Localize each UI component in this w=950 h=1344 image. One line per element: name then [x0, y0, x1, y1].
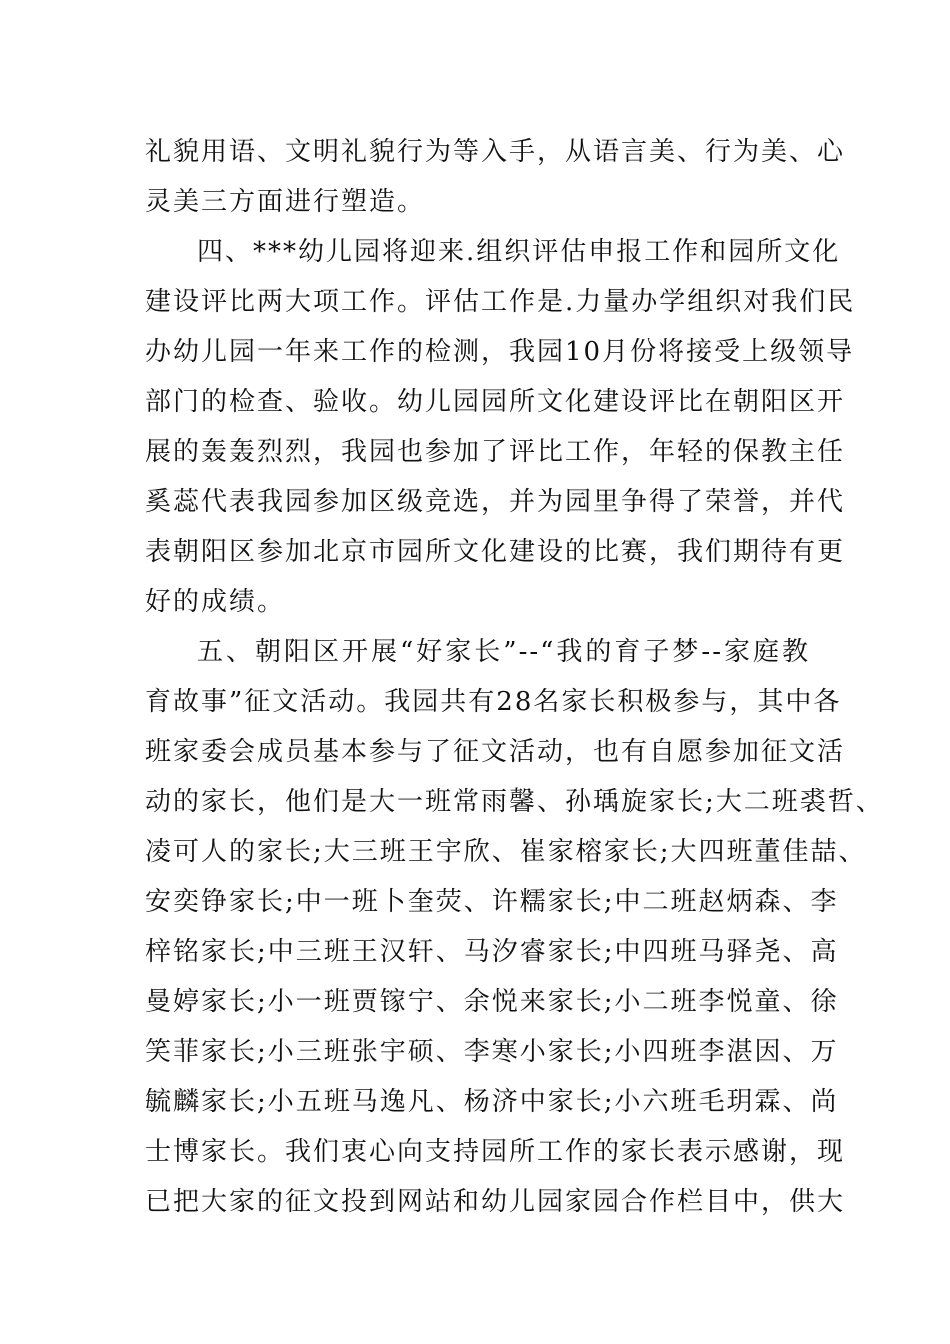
body-text-line: 礼貌用语、文明礼貌行为等入手，从语言美、行为美、心 — [145, 137, 846, 167]
body-text-line: 灵美三方面进行塑造。 — [145, 187, 426, 217]
body-text-line: 奚蕊代表我园参加区级竞选，并为园里争得了荣誉，并代 — [145, 487, 846, 517]
body-text-line: 部门的检查、验收。幼儿园园所文化建设评比在朝阳区开 — [145, 387, 846, 417]
body-text-line: 表朝阳区参加北京市园所文化建设的比赛，我们期待有更 — [145, 537, 846, 567]
body-text-line: 曼婷家长;小一班贾镓宁、余悦来家长;小二班李悦童、徐 — [145, 987, 839, 1017]
body-text-line: 展的轰轰烈烈，我园也参加了评比工作，年轻的保教主任 — [145, 437, 846, 467]
body-text-line: 班家委会成员基本参与了征文活动，也有自愿参加征文活 — [145, 737, 846, 767]
body-text-line: 安奕铮家长;中一班卜奎荧、许糯家长;中二班赵炳森、李 — [145, 887, 839, 917]
body-text-line: 建设评比两大项工作。评估工作是.力量办学组织对我们民 — [145, 287, 856, 317]
body-text-line: 已把大家的征文投到网站和幼儿园家园合作栏目中，供大 — [145, 1187, 846, 1217]
body-text-line: 办幼儿园一年来工作的检测，我园10月份将接受上级领导 — [145, 337, 855, 367]
body-text-line: 育故事”征文活动。我园共有28名家长积极参与，其中各 — [145, 687, 842, 717]
body-text-line: 毓麟家长;小五班马逸凡、杨济中家长;小六班毛玥霖、尚 — [145, 1087, 839, 1117]
body-text-line: 笑菲家长;小三班张宇硕、李寒小家长;小四班李湛因、万 — [145, 1037, 839, 1067]
body-text-line: 梓铭家长;中三班王汉轩、马汐睿家长;中四班马驿尧、高 — [145, 937, 839, 967]
body-text-line: 士博家长。我们衷心向支持园所工作的家长表示感谢，现 — [145, 1137, 846, 1167]
body-text-line: 凌可人的家长;大三班王宇欣、崔家榕家长;大四班董佳喆、 — [145, 837, 867, 867]
body-text-line: 好的成绩。 — [145, 587, 286, 617]
body-text-line: 动的家长，他们是大一班常雨馨、孙瑀旋家长;大二班裘哲、 — [145, 787, 884, 817]
section-five-first-line: 五、朝阳区开展“好家长”--“我的育子梦--家庭教 — [197, 637, 810, 667]
section-four-first-line: 四、***幼儿园将迎来.组织评估申报工作和园所文化 — [197, 237, 841, 267]
